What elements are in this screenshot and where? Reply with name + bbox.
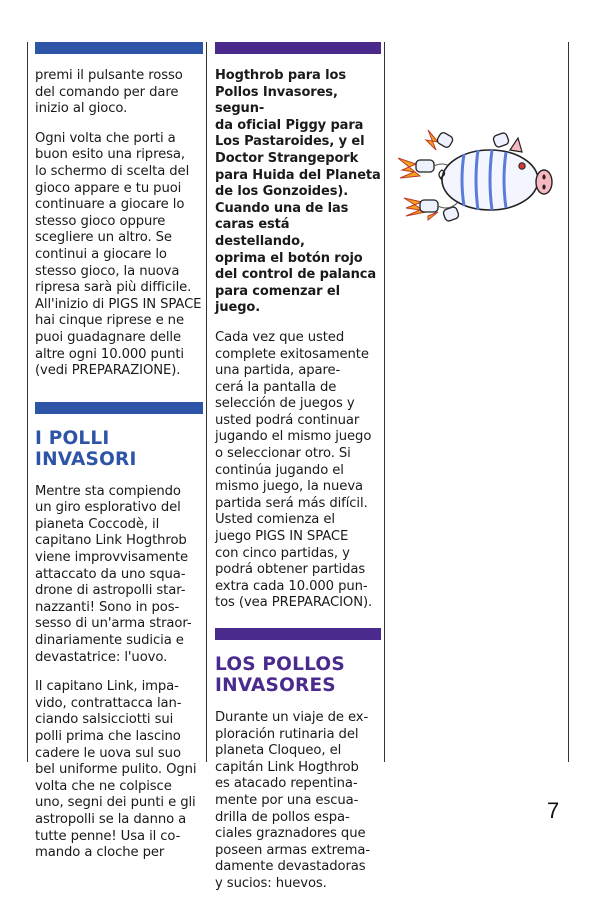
italian-paragraph-4: Il capitano Link, impa- vido, contrattacca lan- ciando salsicciotti sui polli prima che lascino cadere le uova sul suo bel uniforme pulito. Ogni volta che ne colpisce uno, segni dei punti e gli astropolli se la danno a tutte penne! Usa il co- mando a cloche per	[35, 679, 197, 861]
column-rule-left	[27, 42, 28, 762]
column-rule-middle	[206, 42, 207, 762]
spanish-section-heading: LOS POLLOS INVASORES	[215, 654, 345, 696]
italian-top-bar	[35, 42, 203, 54]
italian-section-bar	[35, 402, 203, 414]
italian-paragraph-3: Mentre sta compiendo un giro esplorativo del pianeta Coccodè, il capitano Link Hogthrob viene improvvisamente attaccato da uno squa- drone di astropolli star- nazzanti! Sono in pos- sesso di un'arma straor- dinariamente sudicia e devastatrice: l'uovo.	[35, 483, 192, 665]
italian-paragraph-2: Ogni volta che porti a buon esito una ripresa, lo schermo di scelta del gioco appare e tu puoi continuare a giocare lo stesso gioco oppure scegliere un altro. Se continui a giocare lo stesso gioco, la nuova ripresa sarà più difficile. All'inizio di PIGS IN SPACE hai cinque riprese e ne puoi guadagnare delle altre ogni 10.000 punti (vedi PREPARAZIONE).	[35, 130, 202, 379]
spanish-paragraph-1: Hogthrob para los Pollos Invasores, segun- da oficial Piggy para Los Pastaroides, y el Doctor Strangepork para Huida del Planeta de los Gonzoides). Cuando una de las caras está destellando, oprima el botón rojo del control de palanca para comenzar el juego.	[215, 68, 381, 316]
italian-column	[35, 42, 203, 875]
spanish-top-bar	[215, 42, 381, 54]
italian-paragraph-1: premi il pulsante rosso del comando per dare inizio al gioco.	[35, 68, 183, 117]
spanish-paragraph-3: Durante un viaje de ex- ploración rutinaria del planeta Cloqueo, el capitán Link Hogthrob es atacado repentina- mente por una escua- drilla de pollos espa- ciales graznadores que poseen armas extrema- damente devastadoras y sucios: huevos.	[215, 710, 371, 891]
spanish-paragraph-2: Cada vez que usted complete exitosamente una partida, apare- cerá la pantalla de selección de juegos y usted podrá continuar jugando el mismo juego o seleccionar otro. Si continúa jugando el mismo juego, la nueva partida será más difícil. Usted comienza el juego PIGS IN SPACE con cinco partidas, y podrá obtener partidas extra cada 10.000 pun- tos (vea PREPARACION).	[215, 329, 373, 611]
pig-spaceship-icon	[398, 120, 558, 232]
spanish-column	[215, 42, 381, 906]
column-rule-right-inner	[384, 42, 385, 762]
page-number: 7	[547, 798, 560, 823]
column-rule-right-outer	[568, 42, 569, 762]
italian-section-heading: I POLLI INVASORI	[35, 427, 137, 470]
spanish-section-bar	[215, 628, 381, 640]
